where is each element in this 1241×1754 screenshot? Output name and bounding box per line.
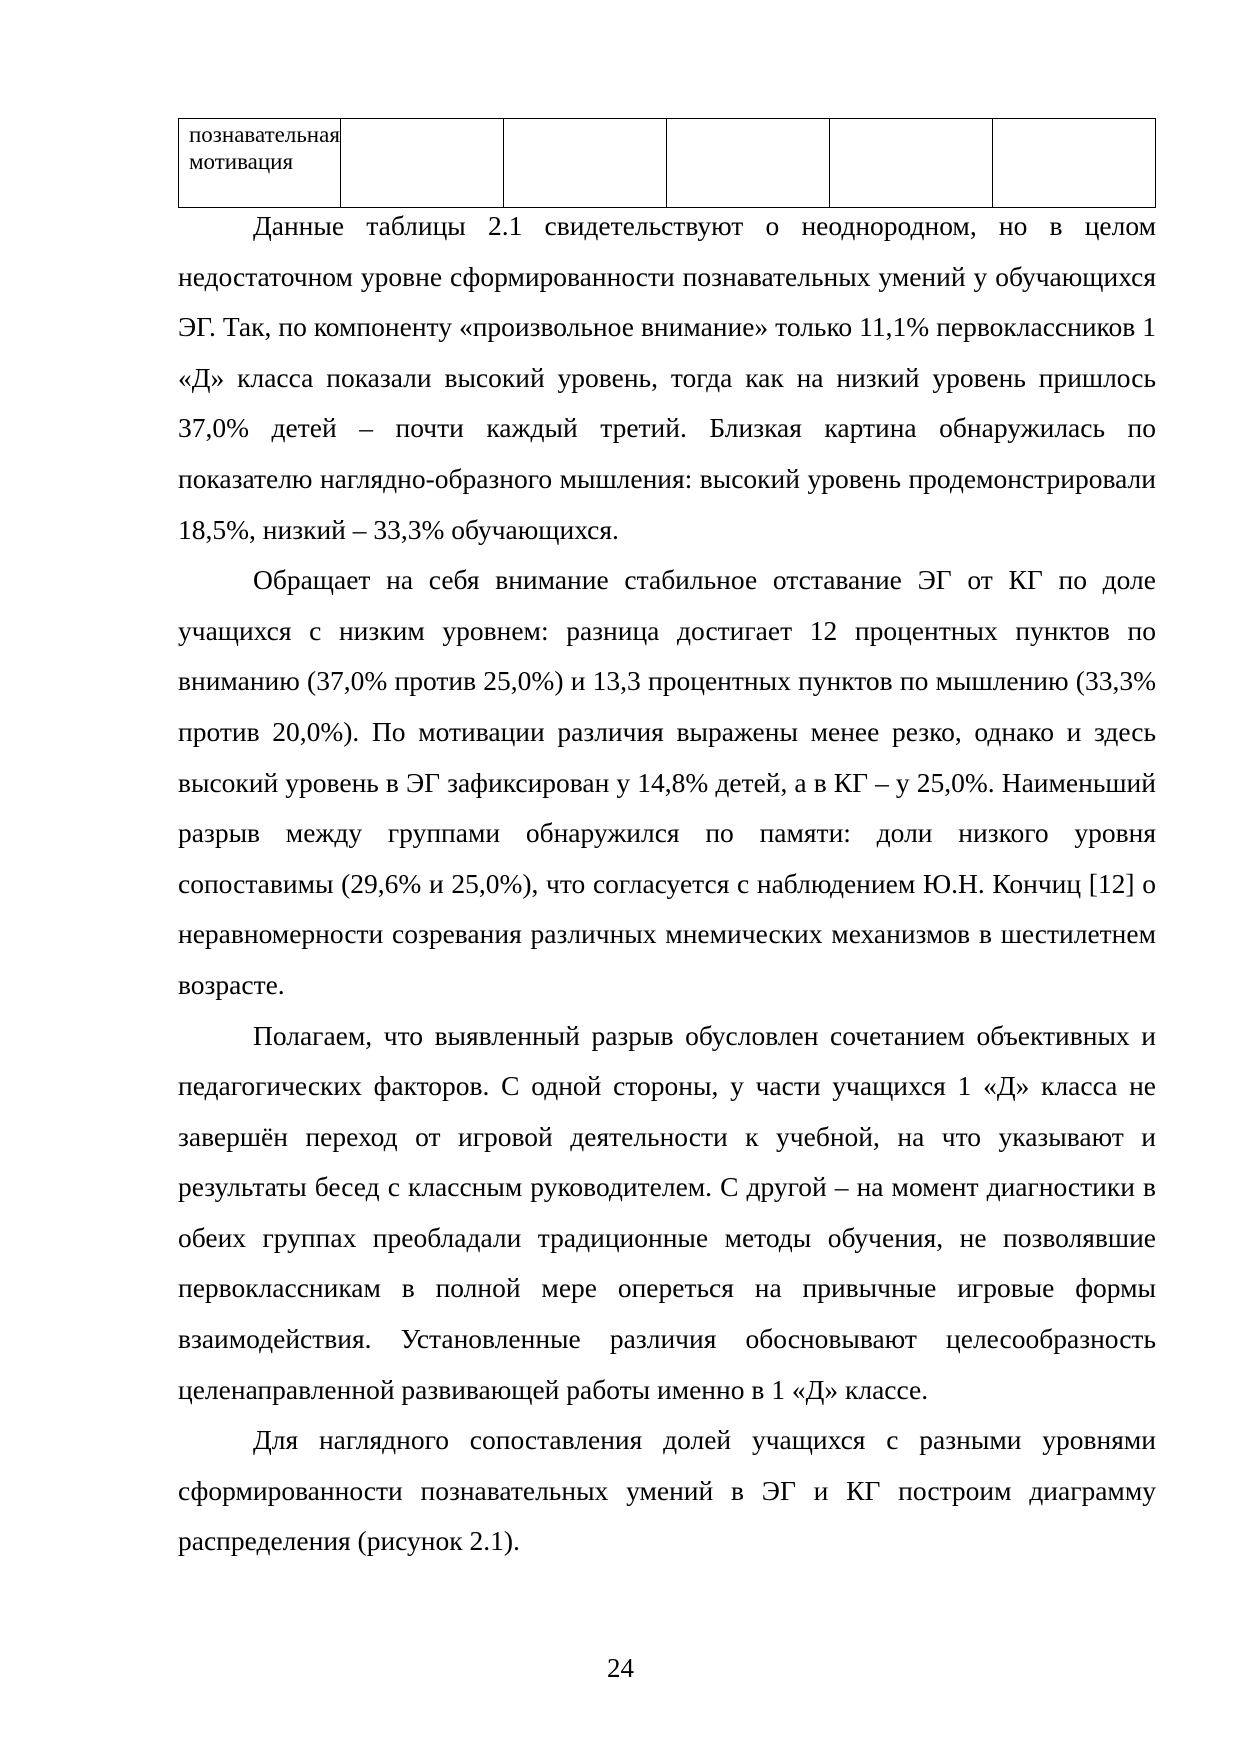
- table-cell: [993, 119, 1156, 208]
- table-cell: [504, 119, 667, 208]
- results-table-continuation: [178, 118, 1156, 208]
- paragraph-diagram-intro: Для наглядного сопоставления долей учащихся с разными уровнями сформированности познавательных умений в ЭГ и КГ построим диаграмму распределения (рисунок 2.1).: [178, 1424, 1156, 1557]
- body-text: [178, 201, 1156, 1567]
- table-cell: [830, 119, 993, 208]
- paragraph-table-analysis: Данные таблицы 2.1 свидетельствуют о неоднородном, но в целом недостаточном уровне сформированности познавательных умений у обучающихся ЭГ. Так, по компоненту «произвольное внимание» только 11,1% первоклассников 1 «Д» класса показали высокий уровень, тогда как на низкий уровень пришлось 37,0% детей – почти каждый третий. Близкая картина обнаружилась по показателю наглядно-образного мышления: высокий уровень продемонстрировали 18,5%, низкий – 33,3% обучающихся.: [178, 210, 1156, 545]
- table-fragment: [178, 118, 1156, 208]
- page-number: 24: [607, 1653, 634, 1683]
- table-cell-indicator: познавательная мотивация: [179, 119, 341, 208]
- table-cell: [341, 119, 504, 208]
- table-row: [179, 119, 1156, 208]
- table-cell: [667, 119, 830, 208]
- paragraph-group-comparison: Обращает на себя внимание стабильное отставание ЭГ от КГ по доле учащихся с низким уровнем: разница достигает 12 процентных пунктов по вниманию (37,0% против 25,0%) и 13,3 процентных пунктов по мышлению (33,3% против 20,0%). По мотивации различия выражены менее резко, однако и здесь высокий уровень в ЭГ зафиксирован у 14,8% детей, а в КГ – у 25,0%. Наименьший разрыв между группами обнаружился по памяти: доли низкого уровня сопоставимы (29,6% и 25,0%), что согласуется с наблюдением Ю.Н. Кончиц [12] о неравномерности созревания различных мнемических механизмов в шестилетнем возрасте.: [178, 564, 1156, 1000]
- paragraph-causes: Полагаем, что выявленный разрыв обусловлен сочетанием объективных и педагогических факторов. С одной стороны, у части учащихся 1 «Д» класса не завершён переход от игровой деятельности к учебной, на что указывают и результаты бесед с классным руководителем. С другой – на момент диагностики в обеих группах преобладали традиционные методы обучения, не позволявшие первоклассникам в полной мере опереться на привычные игровые формы взаимодействия. Установленные различия обосновывают целесообразность целенаправленной развивающей работы именно в 1 «Д» классе.: [178, 1019, 1156, 1405]
